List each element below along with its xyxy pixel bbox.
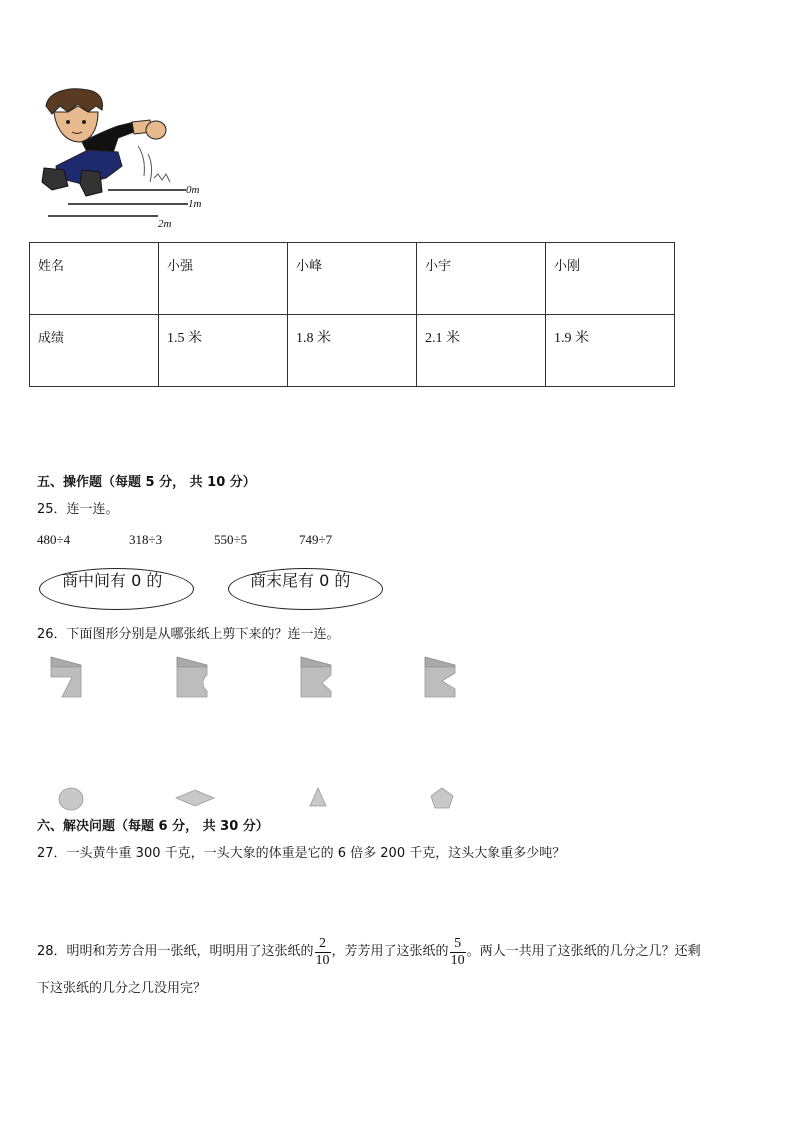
fraction-5-10 (450, 936, 466, 969)
table-cell: 小强 (159, 243, 288, 315)
table-cell: 2.1 米 (417, 315, 546, 387)
table-cell: 姓名 (30, 243, 159, 315)
triangle-shape (308, 786, 328, 808)
q28-part2: ，芳芳用了这张纸的 (331, 944, 449, 959)
q28-line2: 下这张纸的几分之几没用完？ (37, 981, 207, 996)
fraction-numerator: 5 (450, 936, 466, 953)
long-jump-illustration (38, 86, 213, 234)
table-cell: 1.8 米 (288, 315, 417, 387)
table-cell: 1.9 米 (546, 315, 675, 387)
oval-label: 商末尾有 0 的 (250, 571, 351, 590)
table-cell: 小宇 (417, 243, 546, 315)
mark-0m: 0m (186, 184, 200, 196)
table-row (30, 315, 675, 387)
expression: 318÷3 (129, 532, 163, 547)
paper-shape-3 (298, 655, 334, 699)
paper-shape-1 (48, 655, 84, 699)
table-cell: 1.5 米 (159, 315, 288, 387)
q28-line1 (37, 932, 701, 972)
table-cell: 小刚 (546, 243, 675, 315)
q25-prompt: 25．连一连。 (37, 502, 119, 517)
circle-shape (57, 786, 85, 812)
score-table (29, 242, 675, 387)
q28-part1: 28．明明和芳芳合用一张纸，明明用了这张纸的 (37, 944, 314, 959)
paper-shape-4 (422, 655, 458, 699)
fraction-numerator: 2 (315, 936, 331, 953)
q28-part3: 。两人一共用了这张纸的几分之几？还剩 (466, 944, 701, 959)
mark-1m: 1m (188, 198, 202, 210)
table-row (30, 243, 675, 315)
q26-prompt: 26．下面图形分别是从哪张纸上剪下来的？连一连。 (37, 627, 340, 642)
fraction-2-10 (315, 936, 331, 969)
table-cell: 成绩 (30, 315, 159, 387)
mark-2m: 2m (158, 218, 172, 230)
expression: 749÷7 (299, 532, 333, 547)
fraction-denominator: 10 (315, 952, 330, 968)
section5-heading: 五、操作题（每题 5 分， 共 10 分） (37, 475, 256, 490)
rhombus-shape (174, 788, 216, 808)
fraction-denominator: 10 (450, 952, 465, 968)
pentagon-shape (429, 786, 455, 810)
table-cell: 小峰 (288, 243, 417, 315)
section6-heading: 六、解决问题（每题 6 分， 共 30 分） (37, 819, 269, 834)
paper-shape-2 (174, 655, 210, 699)
expression: 480÷4 (37, 532, 71, 547)
expression: 550÷5 (214, 532, 248, 547)
oval-label: 商中间有 0 的 (62, 571, 163, 590)
q27-text: 27．一头黄牛重 300 千克，一头大象的体重是它的 6 倍多 200 千克，这头大象重多少吨？ (37, 846, 566, 861)
